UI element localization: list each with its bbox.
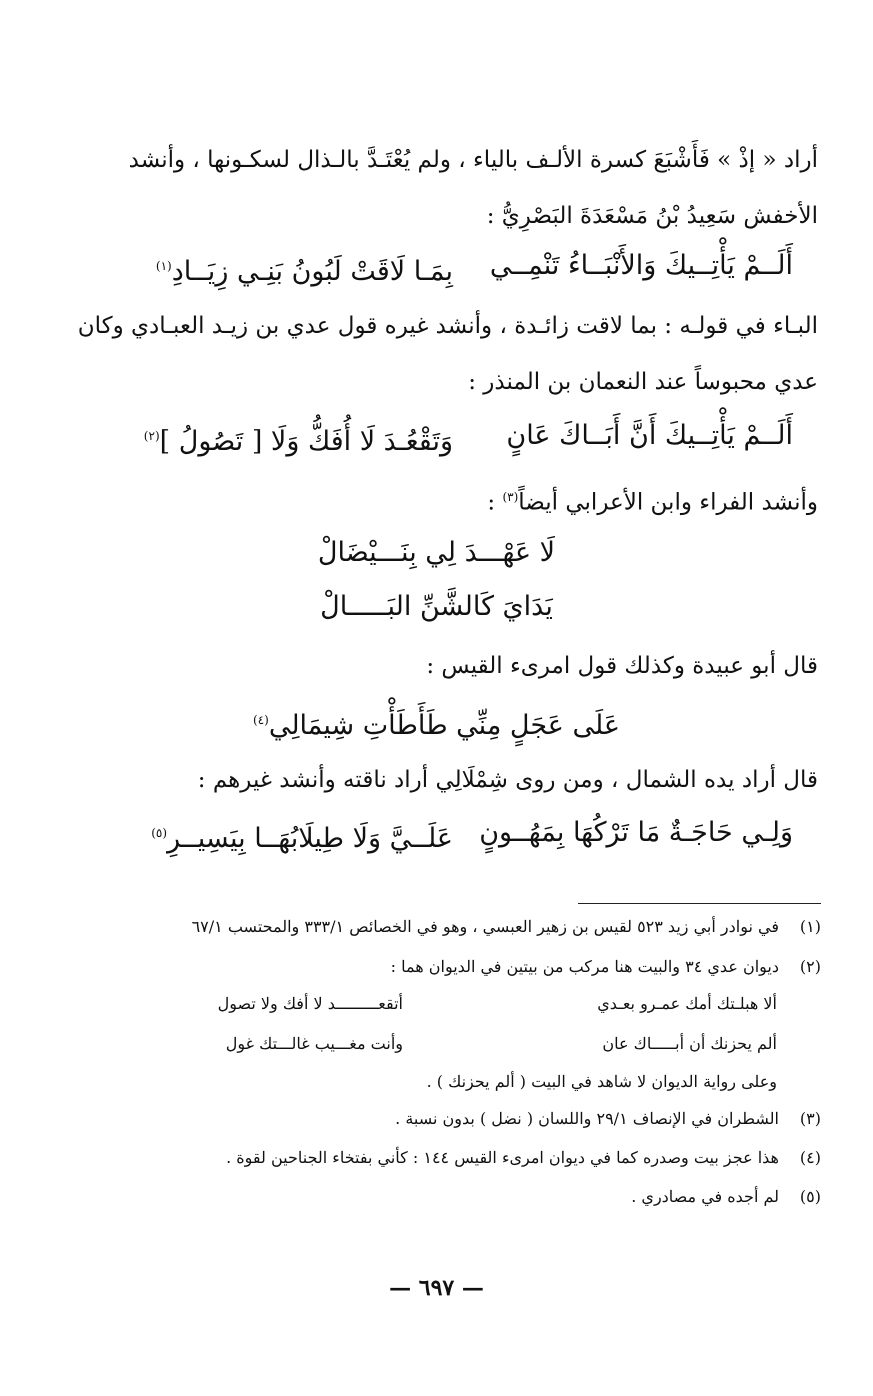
footnote-ref-2[interactable]: (٢) [143,429,160,443]
page-number: — ٦٩٧ — [389,1275,484,1301]
footnote-4: (٤)هذا عجز بيت وصدره كما في ديوان امرىء القيس ١٤٤ : كأني بفتخاء الجناحين لقوة . [52,1144,821,1172]
verse-1-first-hemistich: أَلَــمْ يَأْتِــيكَ وَالأَنْبَــاءُ تَنْمِــي [489,250,793,281]
footnote-ref-1[interactable]: (١) [155,259,172,273]
body-line-6: قال أبو عبيدة وكذلك قول امرىء القيس : [426,653,818,679]
hemistich-line: عَلَى عَجَلٍ مِنِّي طَأَطَأْتِ شِيمَالِي$^{(٤)}$ [253,710,620,741]
footnote-1-number: (١) [799,917,821,936]
body-line-7: قال أراد يده الشمال ، ومن روى شِمْلَالِي أراد ناقته وأنشد غيرهم : [197,767,818,793]
footnote-2-note: وعلى رواية الديوان لا شاهد في البيت ( ألم يحزنك ) . [426,1072,777,1091]
footnote-4-number: (٤) [799,1148,821,1167]
footnote-3-number: (٣) [799,1109,821,1128]
footnote-5-number: (٥) [799,1187,821,1206]
verse-2-first-hemistich: أَلَــمْ يَأْتِــيكَ أَنَّ أَبَــاكَ عَانٍ [506,420,793,451]
footnote-1: (١)في نوادر أبي زيد ٥٢٣ لقيس بن زهير العبسي ، وهو في الخصائص ٣٣٣/١ والمحتسب ٦٧/١ [52,913,821,941]
body-line-4: عدي محبوساً عند النعمان بن المنذر : [468,369,818,395]
body-line-2: الأخفش سَعِيدُ بْنُ مَسْعَدَةَ البَصْرِيُّ : [486,203,818,229]
footnote-2-verse-2-b: وأنت مغـــيب غالـــتك غول [225,1034,403,1053]
footnote-ref-5[interactable]: (٥) [151,826,168,840]
verse-2-second-hemistich: وَتَقْعُـدَ لَا أُفَكُّ وَلَا [ تَصُولُ ]$^{(٢)}$ [143,426,453,457]
footnote-2-verse-2-a: ألم يحزنك أن أبـــــاك عان [602,1034,777,1053]
body-line-1: أراد « إذْ » فَأَشْبَعَ كسرة الألـف بالياء ، ولم يُعْتَـدَّ بالـذال لسكـونها ، وأنشد [128,147,818,173]
footnote-5: (٥)لم أجده في مصادري . [52,1183,821,1211]
body-line-3: البـاء في قولـه : بما لاقت زائـدة ، وأنشد غيره قول عدي بن زيـد العبـادي وكان [77,313,818,339]
footnote-2-verse-1-b: أتقعـــــــــد لا أفك ولا تصول [217,994,403,1013]
verse-1-second-hemistich: بِمَـا لَاقَتْ لَبُونُ بَنِـي زِيَــادِ$^{(١)}$ [155,256,453,287]
rajaz-line-2: يَدَايَ كَالشَّنِّ البَـــــالْ [320,591,553,622]
body-line-5: وأنشد الفراء وابن الأعرابي أيضاً$^{(٣)}$ : [487,489,818,516]
verse-3-second-hemistich: عَلَــيَّ وَلَا طِيلَابُهَــا بِيَسِيــرِ$^{(٥)}$ [151,823,453,854]
footnote-divider [578,903,821,904]
footnote-ref-3[interactable]: (٣) [502,490,519,504]
footnote-2-verse-1-a: ألا هبلـتك أمك عمـرو بعـدي [597,994,777,1013]
verse-3-first-hemistich: وَلِـي حَاجَـةٌ مَا تَرْكُهَا بِمَهُــونٍ [479,817,793,848]
rajaz-line-1: لَا عَهْـــدَ لِي بِنَـــيْضَالْ [317,537,556,568]
footnote-2: (٢)ديوان عدي ٣٤ والبيت هنا مركب من بيتين في الديوان هما : [52,953,821,981]
footnote-2-number: (٢) [799,957,821,976]
footnote-3: (٣)الشطران في الإنصاف ٢٩/١ واللسان ( نضل ) بدون نسبة . [52,1105,821,1133]
footnote-ref-4[interactable]: (٤) [253,713,269,727]
